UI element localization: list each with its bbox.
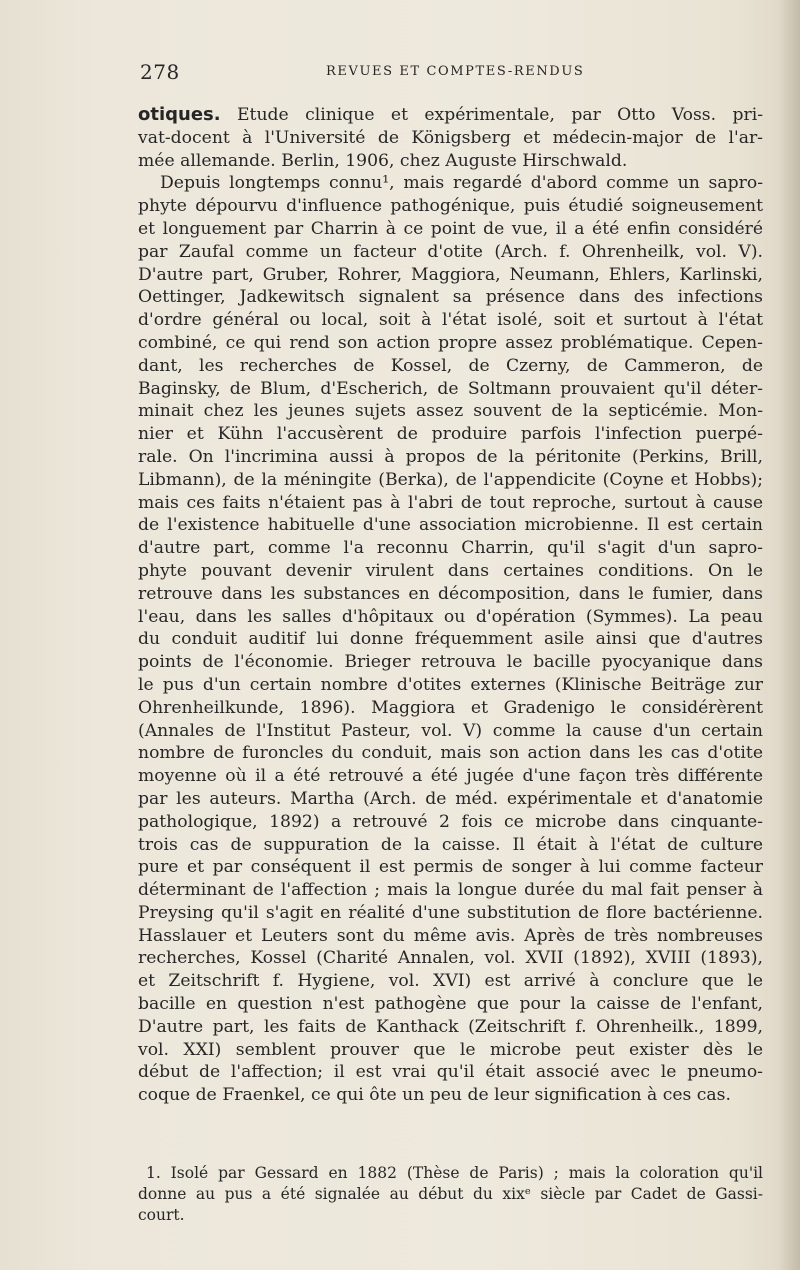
text-line — [138, 628, 763, 651]
text-line — [138, 834, 763, 857]
text-line-text: D'autre part, les faits de Kanthack (Zeitschrift f. Ohrenheilk., 1899, — [138, 1016, 763, 1037]
text-line — [138, 309, 763, 332]
text-line-text: bacille en question n'est pathogène que pour la caisse de l'enfant, — [138, 994, 763, 1015]
text-line-text: d'ordre général ou local, soit à l'état isolé, soit et surtout à l'état — [138, 310, 763, 331]
text-line-text: déterminant de l'affection ; mais la longue durée du mal fait penser à — [138, 880, 763, 901]
text-line-text: de l'existence habituelle d'une association microbienne. Il est certain — [138, 515, 763, 536]
text-line-text: nombre de furoncles du conduit, mais son action dans les cas d'otite — [138, 743, 763, 764]
text-line-text: (Annales de l'Institut Pasteur, vol. V) comme la cause d'un certain — [138, 720, 763, 741]
text-line-text: dant, les recherches de Kossel, de Czerny, de Cammeron, de — [138, 355, 763, 376]
text-line — [138, 697, 763, 720]
text-line — [138, 879, 763, 902]
text-line — [138, 150, 763, 173]
text-line-text: vol. XXI) semblent prouver que le microbe peut exister dès le — [138, 1039, 763, 1060]
footnote-line-text: donne au pus a été signalée au début du xixᵉ siècle par Cadet de Gassi- — [138, 1185, 763, 1203]
text-line — [138, 537, 763, 560]
text-line — [138, 104, 763, 127]
page-header — [140, 60, 760, 90]
text-line — [138, 492, 763, 515]
text-line-text: Oettinger, Jadkewitsch signalent sa présence dans des infections — [138, 287, 763, 308]
text-line — [138, 400, 763, 423]
running-head: REVUES ET COMPTES-RENDUS — [326, 64, 585, 79]
text-line-text: d'autre part, comme l'a reconnu Charrin, qu'il s'agit d'un sapro- — [138, 538, 763, 559]
text-line-text: phyte pouvant devenir virulent dans certaines conditions. On le — [138, 560, 763, 581]
text-line — [138, 1061, 763, 1084]
text-line — [138, 1084, 763, 1107]
text-line — [138, 560, 763, 583]
page-number: 278 — [140, 60, 180, 84]
text-line — [138, 446, 763, 469]
text-line-text: phyte dépourvu d'influence pathogénique, puis étudié soigneusement — [138, 196, 763, 217]
text-line-text: par Zaufal comme un facteur d'otite (Arch. f. Ohrenheilk, vol. V). — [138, 241, 763, 262]
text-line — [138, 811, 763, 834]
text-line — [138, 651, 763, 674]
text-line — [138, 286, 763, 309]
text-line-text: mée allemande. Berlin, 1906, chez Auguste Hirschwald. — [138, 150, 628, 171]
footnote-line-text: 1. Isolé par Gessard en 1882 (Thèse de Paris) ; mais la coloration qu'il — [146, 1164, 763, 1182]
text-line — [138, 241, 763, 264]
text-line-text: et Zeitschrift f. Hygiene, vol. XVI) est arrivé à conclure que le — [138, 971, 763, 992]
text-line-text: Hasslauer et Leuters sont du même avis. Après de très nombreuses — [138, 925, 763, 946]
text-line — [138, 720, 763, 743]
text-line-text: D'autre part, Gruber, Rohrer, Maggiora, Neumann, Ehlers, Karlinski, — [138, 264, 763, 285]
text-line-text: Baginsky, de Blum, d'Escherich, de Soltmann prouvaient qu'il déter- — [138, 378, 763, 399]
footnote-line-text: court. — [138, 1206, 185, 1224]
text-line — [138, 765, 763, 788]
text-line-text: le pus d'un certain nombre d'otites externes (Klinische Beiträge zur — [138, 674, 763, 695]
text-line — [138, 947, 763, 970]
text-line-text: combiné, ce qui rend son action propre assez problématique. Cepen- — [138, 332, 763, 353]
text-line — [138, 172, 763, 195]
text-line — [138, 127, 763, 150]
text-line-text: trois cas de suppuration de la caisse. Il était à l'état de culture — [138, 834, 763, 855]
text-line — [138, 742, 763, 765]
body-text — [138, 104, 763, 1107]
text-line-text: Ohrenheilkunde, 1896). Maggiora et Gradenigo le considérèrent — [138, 697, 763, 718]
text-line-text: du conduit auditif lui donne fréquemment asile ainsi que d'autres — [138, 629, 763, 650]
text-line — [138, 423, 763, 446]
text-line-text: nier et Kühn l'accusèrent de produire parfois l'infection puerpé- — [138, 424, 763, 445]
text-line — [138, 378, 763, 401]
text-line-text: Preysing qu'il s'agit en réalité d'une substitution de flore bactérienne. — [138, 902, 763, 923]
text-line-text: pathologique, 1892) a retrouvé 2 fois ce microbe dans cinquante- — [138, 811, 763, 832]
text-line-text: l'eau, dans les salles d'hôpitaux ou d'opération (Symmes). La peau — [138, 606, 763, 627]
text-line-text: recherches, Kossel (Charité Annalen, vol. XVII (1892), XVIII (1893), — [138, 948, 763, 969]
text-line-text: points de l'économie. Brieger retrouva le bacille pyocyanique dans — [138, 652, 763, 673]
text-line-text: rale. On l'incrimina aussi à propos de la péritonite (Perkins, Brill, — [138, 446, 763, 467]
text-line-text: Depuis longtemps connu¹, mais regardé d'abord comme un sapro- — [160, 173, 763, 194]
text-line — [138, 970, 763, 993]
text-line-text: Etude clinique et expérimentale, par Otto Voss. pri- — [220, 105, 763, 125]
text-line — [138, 195, 763, 218]
text-line — [138, 332, 763, 355]
page-edge-shadow — [778, 0, 800, 1270]
text-line-text: coque de Fraenkel, ce qui ôte un peu de leur signification à ces cas. — [138, 1085, 731, 1106]
text-line-text: début de l'affection; il est vrai qu'il était associé avec le pneumo- — [138, 1062, 763, 1083]
text-line — [138, 902, 763, 925]
text-line-text: moyenne où il a été retrouvé a été jugée d'une façon très différente — [138, 766, 763, 787]
text-line — [138, 469, 763, 492]
text-line — [138, 1016, 763, 1039]
text-line-text: par les auteurs. Martha (Arch. de méd. expérimentale et d'anatomie — [138, 788, 763, 809]
text-line-text: et longuement par Charrin à ce point de vue, il a été enfin considéré — [138, 218, 763, 239]
text-line — [138, 218, 763, 241]
text-line — [138, 583, 763, 606]
text-line-text: pure et par conséquent il est permis de songer à lui comme facteur — [138, 857, 763, 878]
text-line — [138, 674, 763, 697]
text-line — [138, 1039, 763, 1062]
text-line — [138, 993, 763, 1016]
text-line — [138, 264, 763, 287]
text-line — [138, 856, 763, 879]
text-line-text: mais ces faits n'étaient pas à l'abri de tout reproche, surtout à cause — [138, 492, 763, 513]
text-line-text: vat-docent à l'Université de Königsberg et médecin-major de l'ar- — [138, 127, 763, 148]
text-line — [138, 606, 763, 629]
footnote-line — [138, 1184, 763, 1205]
article-title-word: otiques. — [138, 104, 221, 125]
text-line-text: minait chez les jeunes sujets assez souvent de la septicémie. Mon- — [138, 401, 763, 422]
footnote-line — [138, 1205, 763, 1226]
text-line — [138, 925, 763, 948]
footnote-line — [138, 1163, 763, 1184]
text-line — [138, 355, 763, 378]
text-line-text: Libmann), de la méningite (Berka), de l'appendicite (Coyne et Hobbs); — [138, 469, 763, 490]
text-line-text: retrouve dans les substances en décomposition, dans le fumier, dans — [138, 583, 763, 604]
footnotes — [138, 1163, 763, 1226]
text-line — [138, 514, 763, 537]
text-line — [138, 788, 763, 811]
